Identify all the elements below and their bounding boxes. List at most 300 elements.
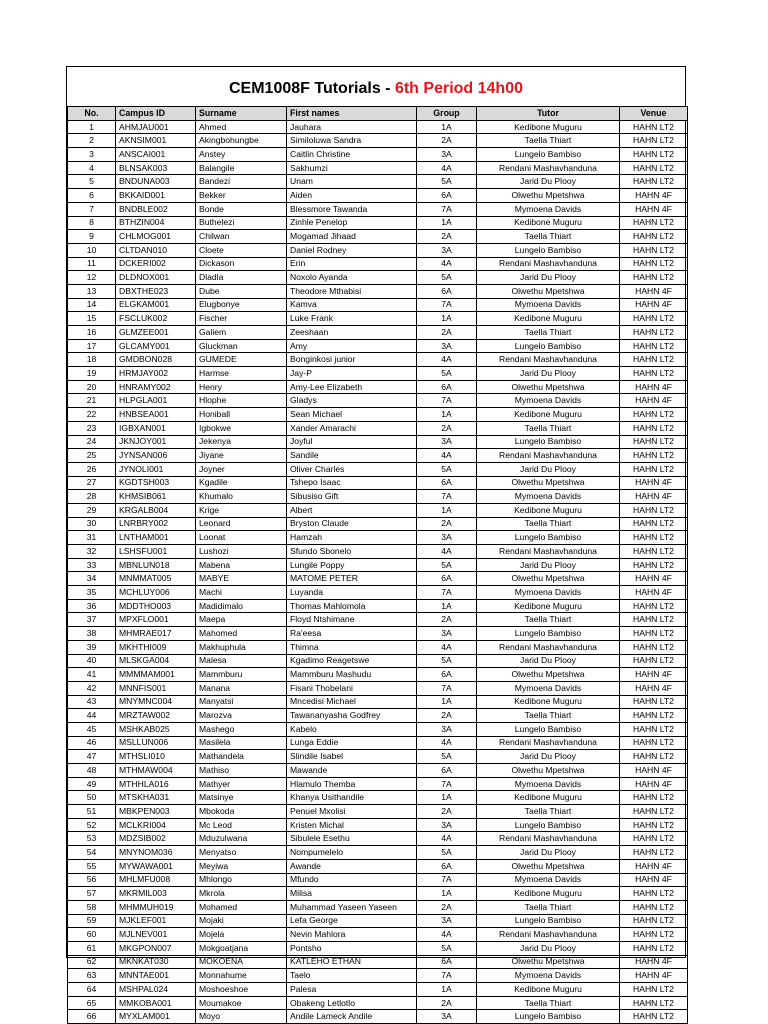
cell-first-names: Thimna <box>287 640 417 654</box>
cell-first-names: Awande <box>287 859 417 873</box>
cell-group: 6A <box>417 380 477 394</box>
table-row <box>68 284 688 298</box>
cell-venue: HAHN LT2 <box>620 326 688 340</box>
cell-group: 2A <box>417 230 477 244</box>
cell-campus-id: FSCLUK002 <box>116 312 196 326</box>
table-row <box>68 545 688 559</box>
cell-first-names: Bonginkosi junior <box>287 353 417 367</box>
cell-venue: HAHN 4F <box>620 298 688 312</box>
cell-campus-id: MSHKAB025 <box>116 722 196 736</box>
cell-venue: HAHN 4F <box>620 380 688 394</box>
cell-surname: Moumakoe <box>196 996 287 1010</box>
cell-tutor: Lungelo Bambiso <box>477 435 620 449</box>
table-row <box>68 134 688 148</box>
cell-venue: HAHN LT2 <box>620 627 688 641</box>
cell-first-names: Lefa George <box>287 914 417 928</box>
table-row <box>68 175 688 189</box>
cell-first-names: Mncedisi Michael <box>287 695 417 709</box>
cell-venue: HAHN 4F <box>620 681 688 695</box>
table-row <box>68 654 688 668</box>
cell-first-names: Ra'eesa <box>287 627 417 641</box>
cell-tutor: Kedibone Muguru <box>477 695 620 709</box>
cell-first-names: Zinhle Penelop <box>287 216 417 230</box>
cell-group: 2A <box>417 900 477 914</box>
cell-first-names: Obakeng Letlotlo <box>287 996 417 1010</box>
cell-campus-id: MKHTHI009 <box>116 640 196 654</box>
cell-first-names: Milisa <box>287 887 417 901</box>
cell-venue: HAHN LT2 <box>620 339 688 353</box>
cell-no: 11 <box>68 257 116 271</box>
cell-group: 2A <box>417 805 477 819</box>
cell-group: 3A <box>417 148 477 162</box>
cell-surname: MABYE <box>196 572 287 586</box>
cell-venue: HAHN LT2 <box>620 846 688 860</box>
table-row <box>68 503 688 517</box>
cell-first-names: Sakhumzi <box>287 161 417 175</box>
cell-venue: HAHN LT2 <box>620 640 688 654</box>
cell-campus-id: MJKLEF001 <box>116 914 196 928</box>
cell-first-names: Zeeshaan <box>287 326 417 340</box>
cell-surname: Mojela <box>196 928 287 942</box>
cell-campus-id: GLCAMY001 <box>116 339 196 353</box>
cell-no: 13 <box>68 284 116 298</box>
cell-venue: HAHN LT2 <box>620 887 688 901</box>
cell-venue: HAHN LT2 <box>620 1010 688 1024</box>
cell-surname: Mkrola <box>196 887 287 901</box>
cell-campus-id: HRMJAY002 <box>116 367 196 381</box>
cell-tutor: Olwethu Mpetshwa <box>477 572 620 586</box>
table-body <box>68 120 688 1023</box>
cell-surname: Bonde <box>196 202 287 216</box>
cell-venue: HAHN LT2 <box>620 243 688 257</box>
header-tutor: Tutor <box>477 107 620 121</box>
table-row <box>68 421 688 435</box>
cell-tutor: Jarid Du Plooy <box>477 367 620 381</box>
table-row <box>68 846 688 860</box>
cell-venue: HAHN 4F <box>620 572 688 586</box>
cell-first-names: Penuel Mxolisi <box>287 805 417 819</box>
cell-tutor: Taella Thiart <box>477 134 620 148</box>
cell-group: 2A <box>417 996 477 1010</box>
table-row <box>68 777 688 791</box>
cell-venue: HAHN LT2 <box>620 805 688 819</box>
cell-campus-id: JYNSAN006 <box>116 449 196 463</box>
cell-venue: HAHN LT2 <box>620 230 688 244</box>
cell-first-names: Tshepo Isaac <box>287 476 417 490</box>
cell-tutor: Rendani Mashavhanduna <box>477 545 620 559</box>
cell-venue: HAHN LT2 <box>620 558 688 572</box>
cell-campus-id: MHLMFU008 <box>116 873 196 887</box>
table-row <box>68 558 688 572</box>
cell-venue: HAHN LT2 <box>620 983 688 997</box>
cell-first-names: Unam <box>287 175 417 189</box>
cell-surname: Mabena <box>196 558 287 572</box>
cell-surname: Elugbonye <box>196 298 287 312</box>
cell-group: 7A <box>417 681 477 695</box>
header-first-names: First names <box>287 107 417 121</box>
cell-venue: HAHN LT2 <box>620 914 688 928</box>
cell-group: 2A <box>417 326 477 340</box>
cell-group: 2A <box>417 421 477 435</box>
cell-tutor: Lungelo Bambiso <box>477 914 620 928</box>
cell-group: 1A <box>417 216 477 230</box>
cell-group: 3A <box>417 435 477 449</box>
cell-group: 1A <box>417 120 477 134</box>
cell-first-names: Palesa <box>287 983 417 997</box>
cell-no: 5 <box>68 175 116 189</box>
title-main: CEM1008F Tutorials - <box>228 80 395 97</box>
table-row <box>68 750 688 764</box>
cell-tutor: Kedibone Muguru <box>477 599 620 613</box>
table-row <box>68 791 688 805</box>
cell-first-names: Thomas Mahlomola <box>287 599 417 613</box>
cell-tutor: Taella Thiart <box>477 613 620 627</box>
cell-tutor: Lungelo Bambiso <box>477 818 620 832</box>
cell-surname: Bandezi <box>196 175 287 189</box>
cell-tutor: Mymoena Davids <box>477 394 620 408</box>
cell-tutor: Rendani Mashavhanduna <box>477 640 620 654</box>
cell-first-names: Sfundo Sbonelo <box>287 545 417 559</box>
cell-no: 53 <box>68 832 116 846</box>
cell-first-names: Bryston Claude <box>287 517 417 531</box>
cell-campus-id: MJLNEV001 <box>116 928 196 942</box>
cell-first-names: Pontsho <box>287 941 417 955</box>
cell-campus-id: MKGPON007 <box>116 941 196 955</box>
cell-surname: Fischer <box>196 312 287 326</box>
cell-surname: Krige <box>196 503 287 517</box>
cell-venue: HAHN LT2 <box>620 709 688 723</box>
cell-no: 64 <box>68 983 116 997</box>
cell-venue: HAHN LT2 <box>620 941 688 955</box>
cell-campus-id: MPXFLO001 <box>116 613 196 627</box>
table-row <box>68 517 688 531</box>
cell-no: 14 <box>68 298 116 312</box>
cell-campus-id: MBKPEN003 <box>116 805 196 819</box>
cell-first-names: Sean Michael <box>287 408 417 422</box>
cell-first-names: Andile Lameck Andile <box>287 1010 417 1024</box>
cell-tutor: Taella Thiart <box>477 805 620 819</box>
cell-group: 4A <box>417 832 477 846</box>
table-row <box>68 681 688 695</box>
cell-no: 39 <box>68 640 116 654</box>
cell-no: 57 <box>68 887 116 901</box>
cell-campus-id: BTHZIN004 <box>116 216 196 230</box>
cell-campus-id: MNNFIS001 <box>116 681 196 695</box>
table-row <box>68 148 688 162</box>
cell-first-names: Hamzah <box>287 531 417 545</box>
cell-campus-id: MTHSLI010 <box>116 750 196 764</box>
cell-no: 12 <box>68 271 116 285</box>
cell-surname: Joyner <box>196 462 287 476</box>
cell-tutor: Rendani Mashavhanduna <box>477 736 620 750</box>
cell-tutor: Jarid Du Plooy <box>477 462 620 476</box>
cell-campus-id: HLPGLA001 <box>116 394 196 408</box>
cell-group: 5A <box>417 367 477 381</box>
cell-tutor: Lungelo Bambiso <box>477 627 620 641</box>
cell-campus-id: AHMJAU001 <box>116 120 196 134</box>
header-no: No. <box>68 107 116 121</box>
cell-no: 23 <box>68 421 116 435</box>
tutorial-sheet <box>66 66 686 1022</box>
cell-venue: HAHN LT2 <box>620 435 688 449</box>
cell-tutor: Lungelo Bambiso <box>477 1010 620 1024</box>
cell-campus-id: MNYNOM036 <box>116 846 196 860</box>
header-venue: Venue <box>620 107 688 121</box>
table-row <box>68 490 688 504</box>
table-row <box>68 367 688 381</box>
cell-campus-id: MCHLUY006 <box>116 586 196 600</box>
cell-campus-id: MCLKRI004 <box>116 818 196 832</box>
cell-first-names: Aiden <box>287 189 417 203</box>
cell-group: 6A <box>417 955 477 969</box>
cell-surname: Mahomed <box>196 627 287 641</box>
cell-first-names: Similoluwa Sandra <box>287 134 417 148</box>
cell-group: 7A <box>417 586 477 600</box>
cell-first-names: KATLEHO ETHAN <box>287 955 417 969</box>
table-row <box>68 449 688 463</box>
cell-surname: Machi <box>196 586 287 600</box>
cell-no: 38 <box>68 627 116 641</box>
cell-no: 26 <box>68 462 116 476</box>
cell-tutor: Taella Thiart <box>477 900 620 914</box>
cell-campus-id: MDDTHO003 <box>116 599 196 613</box>
cell-surname: Dickason <box>196 257 287 271</box>
cell-tutor: Taella Thiart <box>477 996 620 1010</box>
cell-group: 6A <box>417 189 477 203</box>
cell-first-names: Slindile Isabel <box>287 750 417 764</box>
cell-no: 46 <box>68 736 116 750</box>
cell-first-names: Sibusiso Gift <box>287 490 417 504</box>
cell-group: 5A <box>417 462 477 476</box>
cell-surname: Matsinye <box>196 791 287 805</box>
table-row <box>68 640 688 654</box>
cell-surname: Meyiwa <box>196 859 287 873</box>
cell-campus-id: MKRMIL003 <box>116 887 196 901</box>
cell-campus-id: JKNJOY001 <box>116 435 196 449</box>
cell-first-names: Caitlin Christine <box>287 148 417 162</box>
cell-tutor: Olwethu Mpetshwa <box>477 284 620 298</box>
cell-group: 5A <box>417 941 477 955</box>
cell-surname: Buthelezi <box>196 216 287 230</box>
cell-group: 5A <box>417 654 477 668</box>
table-row <box>68 818 688 832</box>
header-row <box>68 107 688 121</box>
cell-tutor: Rendani Mashavhanduna <box>477 449 620 463</box>
cell-campus-id: MBNLUN018 <box>116 558 196 572</box>
cell-first-names: Taelo <box>287 969 417 983</box>
cell-tutor: Kedibone Muguru <box>477 983 620 997</box>
cell-tutor: Taella Thiart <box>477 326 620 340</box>
cell-first-names: Kabelo <box>287 722 417 736</box>
cell-surname: Cloete <box>196 243 287 257</box>
cell-tutor: Jarid Du Plooy <box>477 175 620 189</box>
table-row <box>68 887 688 901</box>
cell-group: 1A <box>417 599 477 613</box>
table-row <box>68 736 688 750</box>
cell-surname: Masilela <box>196 736 287 750</box>
cell-surname: Khumalo <box>196 490 287 504</box>
cell-group: 6A <box>417 764 477 778</box>
cell-first-names: Sandile <box>287 449 417 463</box>
cell-first-names: Muhammad Yaseen Yaseen <box>287 900 417 914</box>
cell-venue: HAHN LT2 <box>620 599 688 613</box>
cell-first-names: Gladys <box>287 394 417 408</box>
cell-surname: Harmse <box>196 367 287 381</box>
cell-surname: Mhlongo <box>196 873 287 887</box>
cell-venue: HAHN LT2 <box>620 462 688 476</box>
cell-group: 1A <box>417 312 477 326</box>
table-row <box>68 408 688 422</box>
table-row <box>68 941 688 955</box>
cell-first-names: Amy <box>287 339 417 353</box>
cell-first-names: Xander Amarachi <box>287 421 417 435</box>
cell-campus-id: BNDUNA003 <box>116 175 196 189</box>
cell-no: 32 <box>68 545 116 559</box>
cell-group: 6A <box>417 284 477 298</box>
table-row <box>68 243 688 257</box>
cell-no: 45 <box>68 722 116 736</box>
cell-no: 30 <box>68 517 116 531</box>
cell-tutor: Olwethu Mpetshwa <box>477 859 620 873</box>
cell-no: 60 <box>68 928 116 942</box>
cell-campus-id: DLDNOX001 <box>116 271 196 285</box>
cell-no: 44 <box>68 709 116 723</box>
cell-surname: Honiball <box>196 408 287 422</box>
cell-group: 5A <box>417 271 477 285</box>
table-row <box>68 873 688 887</box>
cell-tutor: Olwethu Mpetshwa <box>477 668 620 682</box>
student-table <box>67 106 688 1024</box>
cell-surname: Lushozi <box>196 545 287 559</box>
header-surname: Surname <box>196 107 287 121</box>
cell-campus-id: KRGALB004 <box>116 503 196 517</box>
cell-no: 41 <box>68 668 116 682</box>
table-row <box>68 996 688 1010</box>
cell-group: 1A <box>417 791 477 805</box>
cell-group: 3A <box>417 627 477 641</box>
table-row <box>68 969 688 983</box>
cell-venue: HAHN LT2 <box>620 928 688 942</box>
cell-first-names: Fisani Thobelani <box>287 681 417 695</box>
cell-campus-id: AKNSIM001 <box>116 134 196 148</box>
cell-campus-id: MMMMAM001 <box>116 668 196 682</box>
cell-campus-id: ANSCAI001 <box>116 148 196 162</box>
cell-no: 24 <box>68 435 116 449</box>
cell-venue: HAHN LT2 <box>620 408 688 422</box>
cell-surname: MOKOENA <box>196 955 287 969</box>
cell-surname: Loonat <box>196 531 287 545</box>
cell-no: 18 <box>68 353 116 367</box>
cell-no: 65 <box>68 996 116 1010</box>
cell-campus-id: CLTDAN010 <box>116 243 196 257</box>
cell-venue: HAHN LT2 <box>620 175 688 189</box>
cell-venue: HAHN 4F <box>620 668 688 682</box>
cell-venue: HAHN 4F <box>620 777 688 791</box>
cell-surname: Menyatso <box>196 846 287 860</box>
cell-venue: HAHN 4F <box>620 284 688 298</box>
cell-venue: HAHN LT2 <box>620 722 688 736</box>
cell-venue: HAHN LT2 <box>620 613 688 627</box>
cell-first-names: Erin <box>287 257 417 271</box>
cell-surname: Chilwan <box>196 230 287 244</box>
cell-venue: HAHN LT2 <box>620 271 688 285</box>
table-row <box>68 928 688 942</box>
cell-surname: Hlophe <box>196 394 287 408</box>
cell-campus-id: MTHMAW004 <box>116 764 196 778</box>
cell-no: 55 <box>68 859 116 873</box>
cell-first-names: Nompumelelo <box>287 846 417 860</box>
cell-no: 15 <box>68 312 116 326</box>
table-row <box>68 983 688 997</box>
cell-surname: Ahmed <box>196 120 287 134</box>
cell-group: 2A <box>417 134 477 148</box>
cell-first-names: Sibulele Esethu <box>287 832 417 846</box>
cell-tutor: Taella Thiart <box>477 709 620 723</box>
cell-surname: Galiem <box>196 326 287 340</box>
cell-tutor: Mymoena Davids <box>477 777 620 791</box>
cell-surname: Mduzulwana <box>196 832 287 846</box>
table-row <box>68 216 688 230</box>
cell-venue: HAHN LT2 <box>620 818 688 832</box>
cell-venue: HAHN 4F <box>620 955 688 969</box>
cell-surname: Jiyane <box>196 449 287 463</box>
cell-venue: HAHN LT2 <box>620 517 688 531</box>
table-row <box>68 531 688 545</box>
table-row <box>68 764 688 778</box>
cell-group: 6A <box>417 668 477 682</box>
cell-campus-id: MHMRAE017 <box>116 627 196 641</box>
cell-first-names: Lungile Poppy <box>287 558 417 572</box>
cell-first-names: Albert <box>287 503 417 517</box>
cell-group: 3A <box>417 818 477 832</box>
cell-no: 33 <box>68 558 116 572</box>
cell-no: 47 <box>68 750 116 764</box>
table-row <box>68 257 688 271</box>
page-title <box>67 75 685 103</box>
cell-venue: HAHN 4F <box>620 969 688 983</box>
cell-no: 35 <box>68 586 116 600</box>
cell-venue: HAHN 4F <box>620 189 688 203</box>
cell-group: 1A <box>417 887 477 901</box>
cell-campus-id: KHMSIB061 <box>116 490 196 504</box>
cell-campus-id: MTSKHA031 <box>116 791 196 805</box>
cell-campus-id: HNRAMY002 <box>116 380 196 394</box>
cell-group: 7A <box>417 777 477 791</box>
cell-group: 7A <box>417 202 477 216</box>
table-row <box>68 120 688 134</box>
cell-venue: HAHN LT2 <box>620 531 688 545</box>
cell-surname: Kgadile <box>196 476 287 490</box>
cell-tutor: Lungelo Bambiso <box>477 722 620 736</box>
cell-campus-id: MHMMUH019 <box>116 900 196 914</box>
cell-no: 20 <box>68 380 116 394</box>
cell-venue: HAHN LT2 <box>620 353 688 367</box>
cell-group: 2A <box>417 709 477 723</box>
cell-first-names: MATOME PETER <box>287 572 417 586</box>
cell-first-names: Mawande <box>287 764 417 778</box>
table-row <box>68 326 688 340</box>
cell-tutor: Taella Thiart <box>477 517 620 531</box>
cell-tutor: Kedibone Muguru <box>477 408 620 422</box>
cell-campus-id: MLSKGA004 <box>116 654 196 668</box>
cell-campus-id: GMDBON028 <box>116 353 196 367</box>
cell-tutor: Kedibone Muguru <box>477 887 620 901</box>
cell-no: 3 <box>68 148 116 162</box>
cell-campus-id: MMKOBA001 <box>116 996 196 1010</box>
cell-no: 7 <box>68 202 116 216</box>
cell-tutor: Lungelo Bambiso <box>477 243 620 257</box>
cell-group: 2A <box>417 613 477 627</box>
